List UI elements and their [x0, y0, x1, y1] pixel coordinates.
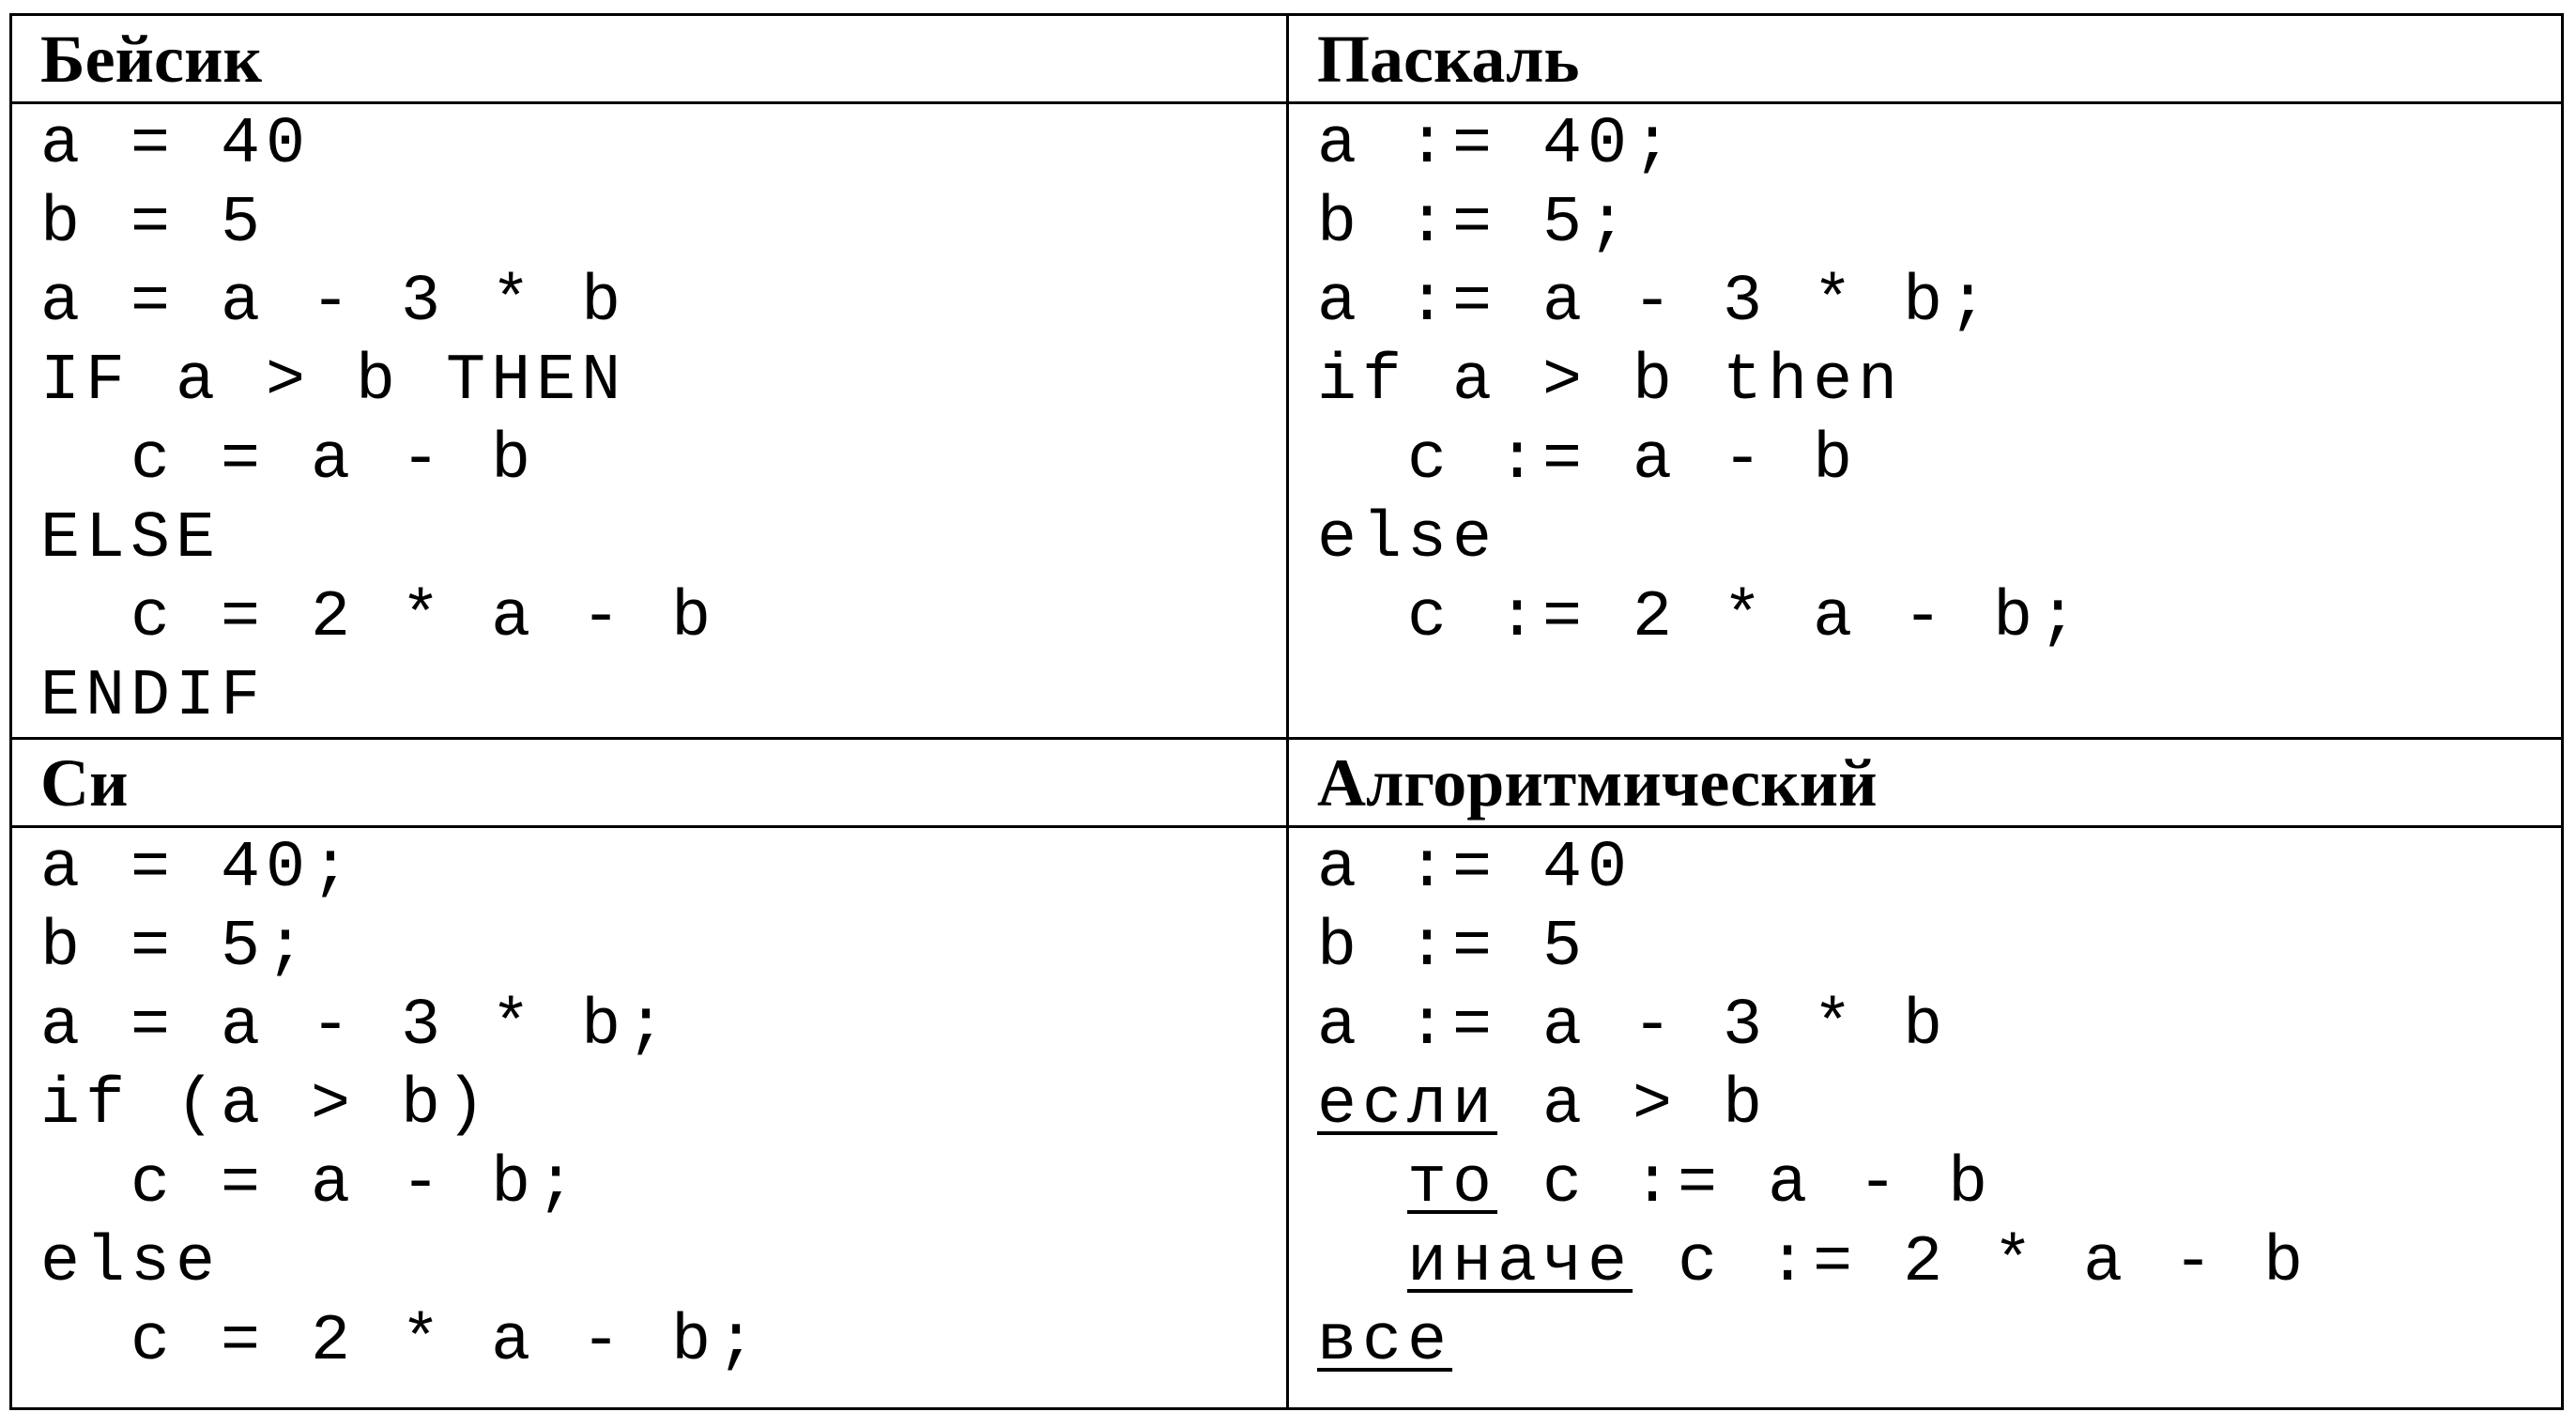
keyword-then: то: [1407, 1147, 1498, 1221]
code-line: c = a - b: [40, 423, 537, 498]
pascal-code: [1288, 103, 2563, 739]
code-line: c := 2 * a - b;: [1317, 581, 2084, 655]
code-line: c = a - b;: [40, 1147, 582, 1221]
code-line: ELSE: [40, 502, 222, 576]
code-line: a := 40;: [1317, 108, 1679, 182]
code-line: a = a - 3 * b;: [40, 990, 672, 1064]
code-line: a := a - 3 * b: [1317, 990, 1949, 1064]
code-line: a = 40: [40, 108, 312, 182]
code-line: if (a > b): [40, 1068, 492, 1143]
code-line-end: [1317, 1303, 2561, 1382]
code-line: b = 5;: [40, 911, 312, 985]
code-line: b = 5: [40, 187, 267, 261]
indent: [1317, 1147, 1407, 1221]
code-line: a := a - 3 * b;: [1317, 266, 1994, 340]
code-line: b := 5: [1317, 911, 1588, 985]
code-line: a := 40: [1317, 832, 1633, 906]
header-row-bottom: [11, 739, 2563, 827]
code-line: a = 40;: [40, 832, 357, 906]
code-line: else: [40, 1226, 222, 1300]
keyword-end: все: [1317, 1305, 1453, 1379]
code-line: a = a - 3 * b: [40, 266, 627, 340]
c-title: Си: [11, 739, 1288, 827]
basic-code: [11, 103, 1288, 739]
then-statement: c := a - b: [1497, 1147, 1994, 1221]
code-line: else: [1317, 502, 1498, 576]
if-condition: a > b: [1497, 1068, 1769, 1143]
c-code: [11, 827, 1288, 1409]
basic-title: Бейсик: [11, 15, 1288, 103]
code-line: IF a > b THEN: [40, 345, 627, 419]
code-comparison-table: [9, 13, 2564, 1410]
algorithmic-title: Алгоритмический: [1288, 739, 2563, 827]
code-line: c := a - b: [1317, 423, 1859, 498]
code-row-top: [11, 103, 2563, 739]
else-statement: c := 2 * a - b: [1633, 1226, 2309, 1300]
code-line: c = 2 * a - b: [40, 581, 717, 655]
code-line-then: [1317, 1145, 2561, 1224]
code-line-if: [1317, 1067, 2561, 1145]
code-line: c = 2 * a - b;: [40, 1305, 762, 1379]
algorithmic-code: [1288, 827, 2563, 1409]
code-row-bottom: [11, 827, 2563, 1409]
code-line: if a > b then: [1317, 345, 1904, 419]
code-line: b := 5;: [1317, 187, 1633, 261]
indent: [1317, 1226, 1407, 1300]
header-row-top: [11, 15, 2563, 103]
keyword-if: если: [1317, 1068, 1498, 1143]
pascal-title: Паскаль: [1288, 15, 2563, 103]
code-line-else: [1317, 1224, 2561, 1303]
code-line: ENDIF: [40, 660, 267, 734]
keyword-else: иначе: [1407, 1226, 1633, 1300]
